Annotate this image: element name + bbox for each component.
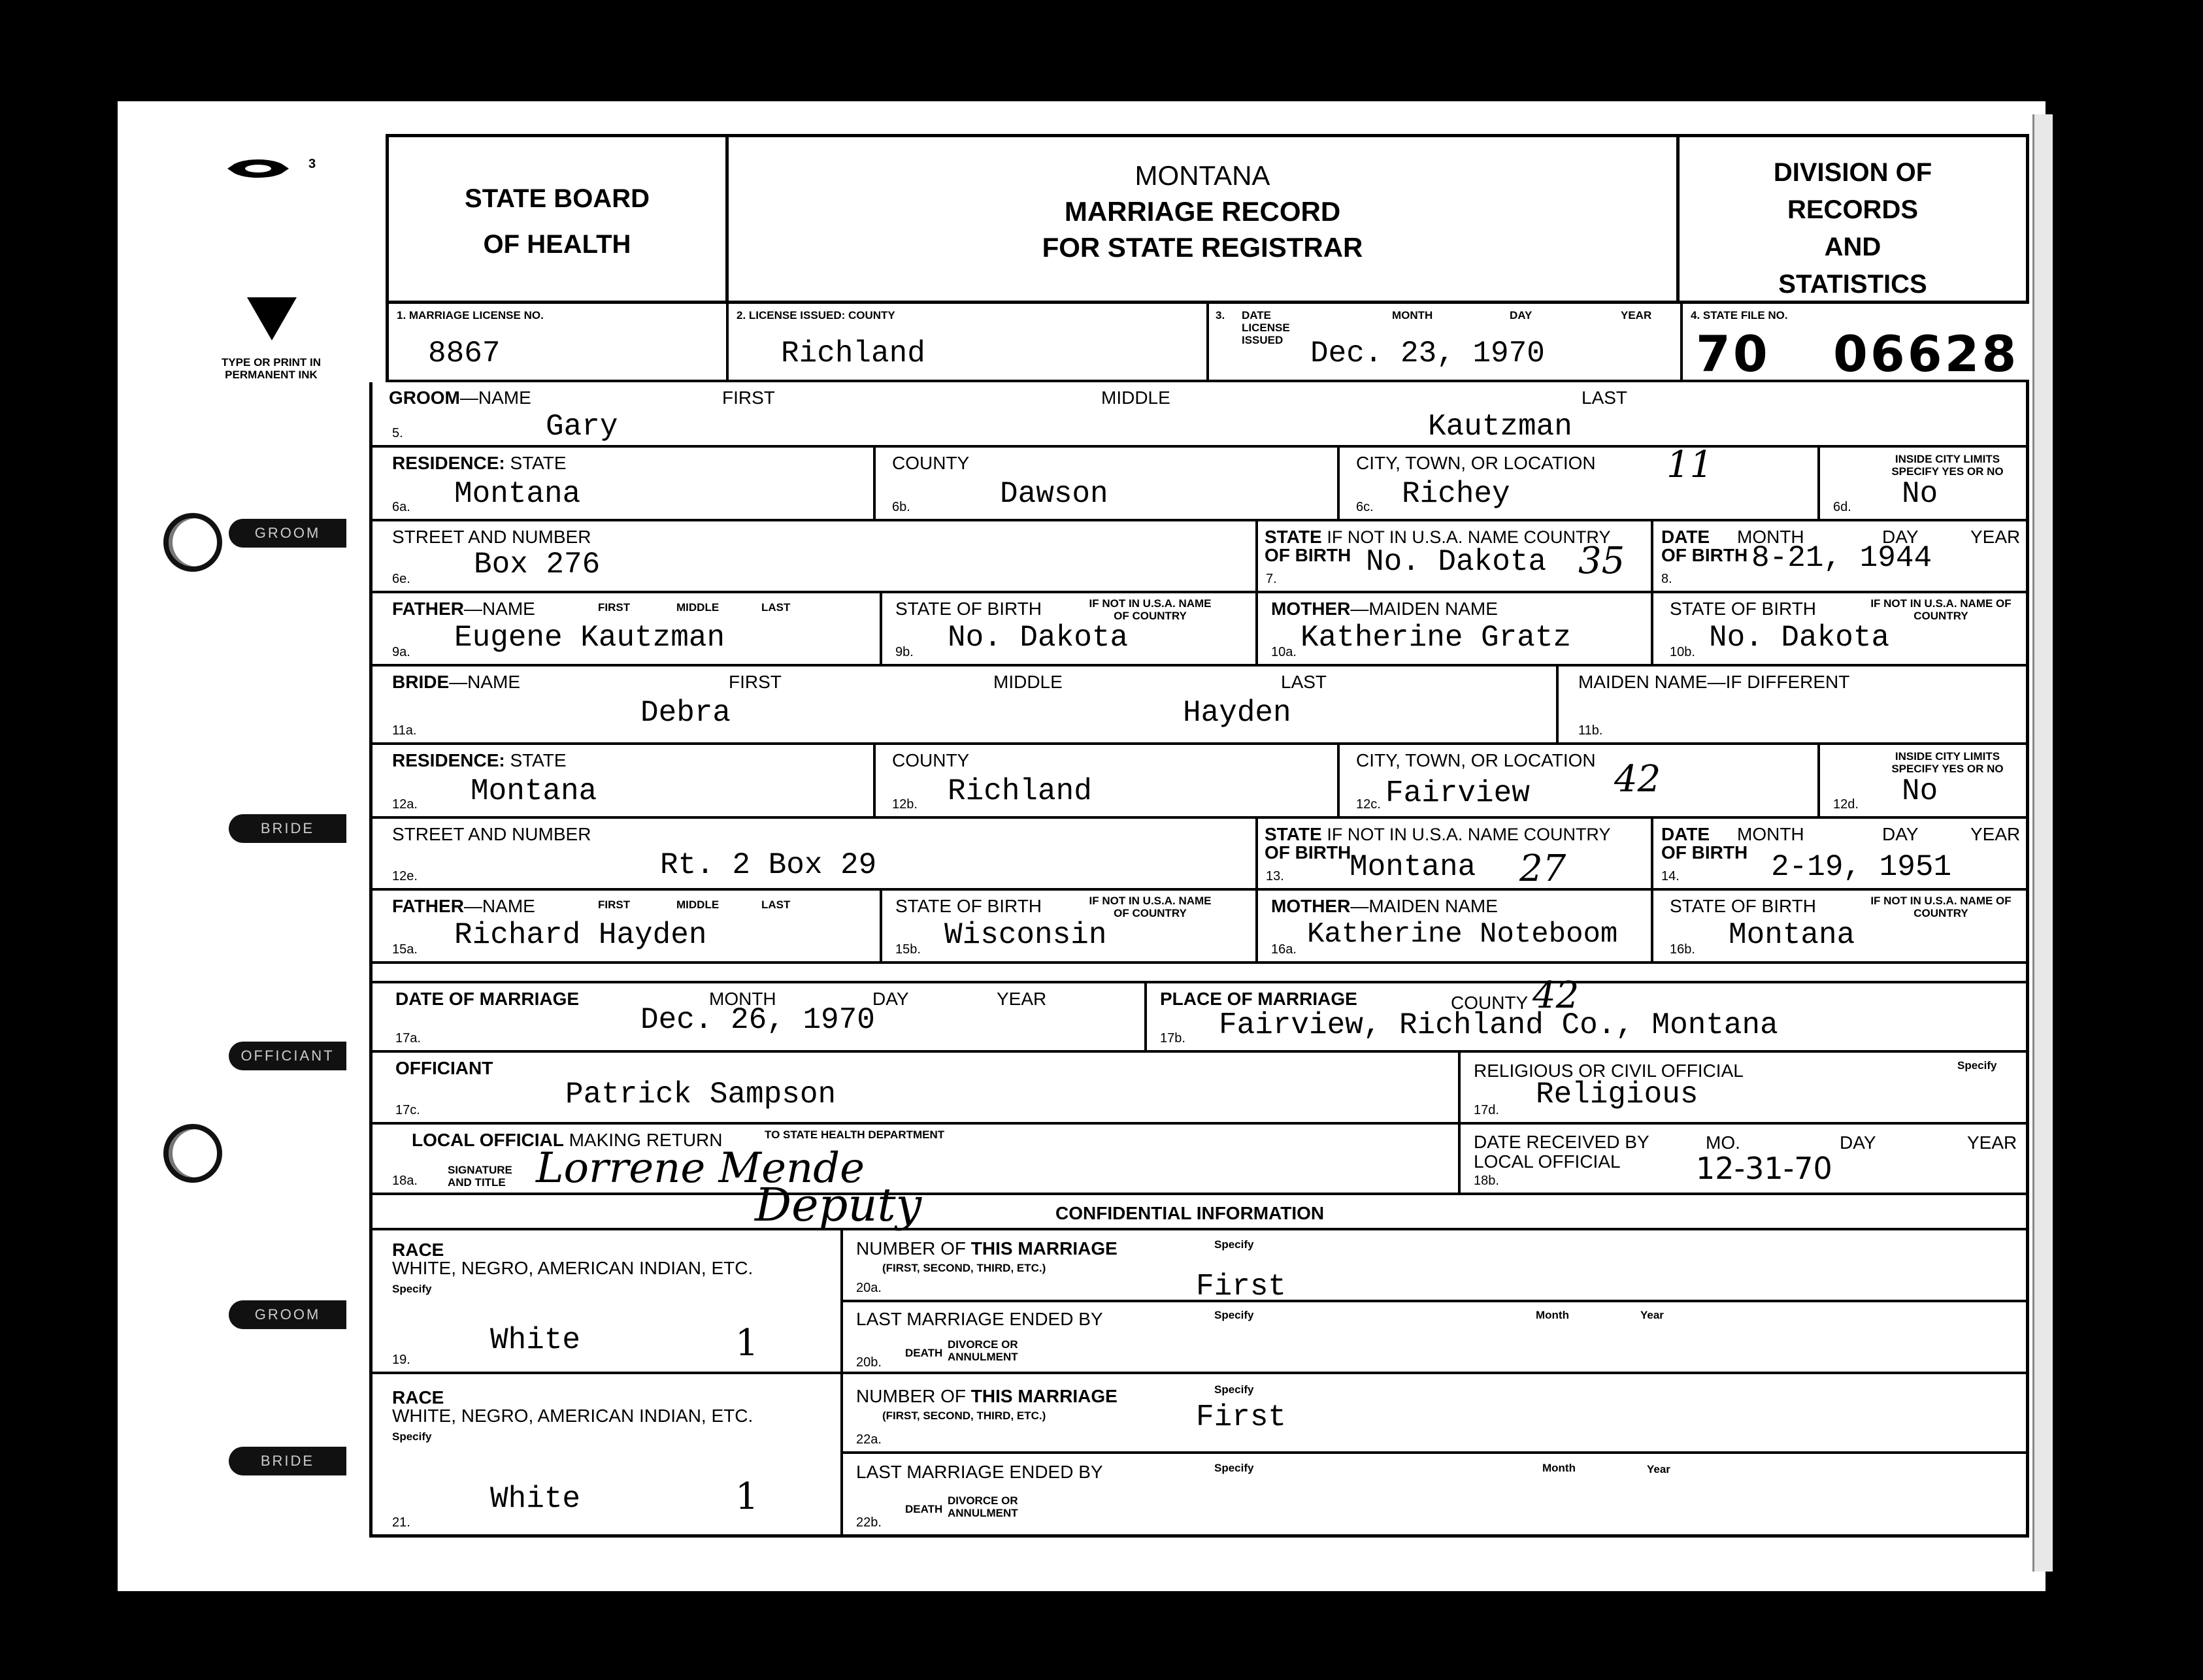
father-first-label: FIRST [598, 601, 631, 614]
groom-county-label: COUNTY [892, 453, 970, 473]
bride-name-cell [369, 667, 1559, 742]
dob-month-label: MONTH [1737, 824, 1804, 844]
bride-birth-state-code: 27 [1519, 848, 1566, 890]
mother-birth-label: STATE OF BIRTH [1670, 599, 1817, 619]
birth-state-label2: OF BIRTH [1265, 545, 1351, 565]
marriage-year-label: YEAR [997, 989, 1047, 1009]
marriage-county-code: 42 [1532, 974, 1580, 1017]
bride-county-cell [876, 745, 1340, 816]
bride-residence-state: Montana [471, 774, 597, 808]
marriage-date-cell [369, 983, 1147, 1050]
number-note: (FIRST, SECOND, THIRD, ETC.) [882, 1262, 1046, 1274]
header-center-box [725, 134, 1680, 304]
field-number: 18a. [392, 1174, 418, 1188]
mother-birth-label: STATE OF BIRTH [1670, 896, 1817, 916]
date-received-cell [1461, 1125, 2029, 1193]
bride-marriage-number: First [1196, 1400, 1287, 1434]
logo-number: 3 [308, 157, 316, 171]
tab-bride-confidential: BRIDE [229, 1447, 346, 1475]
bride-state-cell [369, 745, 876, 816]
groom-first-name: Gary [546, 410, 618, 444]
state-file-cell [1683, 304, 2032, 383]
dob-label2: OF BIRTH [1661, 842, 1748, 863]
bride-maiden-cell [1559, 667, 2029, 742]
tab-groom-confidential: GROOM [229, 1300, 346, 1329]
bride-number-cell [843, 1374, 2029, 1454]
dob-day-label: DAY [1882, 824, 1919, 844]
groom-middle-label: MIDDLE [1101, 387, 1170, 408]
bride-father-birth: Wisconsin [944, 918, 1107, 952]
specify-label: Specify [392, 1430, 432, 1443]
birth-state-label: STATE [1265, 527, 1322, 547]
month-label: Month [1542, 1462, 1576, 1474]
number-label2: THIS MARRIAGE [970, 1238, 1118, 1259]
officiant-name: Patrick Sampson [565, 1078, 836, 1112]
groom-race-cell [369, 1230, 843, 1372]
field-number: 16b. [1670, 942, 1695, 957]
dob-label: DATE [1661, 527, 1710, 547]
divorce-label: DIVORCE OR ANNULMENT [948, 1494, 1018, 1519]
birth-state-label2: OF BIRTH [1265, 842, 1351, 863]
bride-last-label: LAST [1281, 672, 1327, 692]
father-middle-label: MIDDLE [676, 601, 720, 614]
officiant-label: OFFICIANT [395, 1058, 493, 1078]
bride-first-label: FIRST [729, 672, 782, 692]
bride-county-label: COUNTY [892, 750, 970, 770]
mother-sublabel: —MAIDEN NAME [1350, 599, 1498, 619]
marriage-record-form [369, 134, 2029, 1538]
field-number: 6b. [892, 500, 910, 514]
groom-dob-cell [1653, 521, 2029, 591]
confidential-header-row [369, 1195, 2029, 1230]
local-official-label: LOCAL OFFICIAL [412, 1130, 564, 1150]
groom-residence-label: RESIDENCE: [392, 453, 505, 473]
groom-street-cell [369, 521, 1258, 591]
bride-mother-birth-cell [1653, 891, 2029, 961]
header-subtitle2: FOR STATE REGISTRAR [1042, 232, 1363, 263]
tab-bride: BRIDE [229, 814, 346, 843]
header-right-box [1680, 134, 2029, 304]
field-number: 6e. [392, 572, 410, 586]
dob-day-label: DAY [1882, 527, 1919, 547]
marriage-place-label: PLACE OF MARRIAGE [1160, 989, 1357, 1009]
bride-maiden-label: MAIDEN NAME—IF DIFFERENT [1578, 672, 1850, 692]
birth-state-label: STATE [1265, 824, 1322, 844]
groom-mother-birth: No. Dakota [1709, 621, 1890, 655]
number-note: (FIRST, SECOND, THIRD, ETC.) [882, 1409, 1046, 1422]
seal-logo-icon [222, 156, 301, 182]
ink-instruction: TYPE OR PRINT IN PERMANENT INK [221, 356, 322, 381]
religious-civil-value: Religious [1536, 1078, 1698, 1112]
groom-father-birth: No. Dakota [948, 621, 1129, 655]
bride-residence-row [369, 745, 2029, 819]
bride-street-label: STREET AND NUMBER [392, 824, 591, 844]
groom-mother-cell [1258, 593, 1653, 664]
field-number: 20b. [856, 1355, 882, 1370]
bride-inside-value: No [1902, 774, 1938, 808]
bride-birth-state-cell [1258, 819, 1653, 888]
groom-father-cell [369, 593, 882, 664]
groom-residence-county: Dawson [1000, 477, 1108, 511]
marriage-day-label: DAY [872, 989, 909, 1009]
father-label: FATHER [392, 599, 464, 619]
field-number: 6c. [1356, 500, 1374, 514]
specify-label: Specify [1214, 1238, 1254, 1251]
field-number: 6a. [392, 500, 410, 514]
groom-residence-city: Richey [1402, 477, 1510, 511]
father-birth-label: STATE OF BIRTH [895, 599, 1042, 619]
state-file-number: 06628 [1833, 325, 2019, 383]
groom-county-cell [876, 448, 1340, 519]
field-number: 22a. [856, 1432, 882, 1447]
bride-confidential-row [369, 1374, 2029, 1534]
father-last-label: LAST [761, 898, 791, 911]
bride-last-marriage-cell [843, 1454, 2029, 1534]
license-day-label: DAY [1510, 309, 1532, 321]
marriage-place-value: Fairview, Richland Co., Montana [1219, 1008, 1778, 1042]
bride-state-label: STATE [510, 750, 567, 770]
father-label: FATHER [392, 896, 464, 916]
binder-hole [163, 513, 222, 572]
groom-name-row [369, 382, 2029, 448]
groom-race-code: 1 [735, 1322, 759, 1364]
bride-middle-label: MIDDLE [993, 672, 1063, 692]
groom-city-code: 11 [1666, 444, 1714, 486]
bride-parents-row [369, 891, 2029, 964]
header-left-line2: OF HEALTH [483, 230, 631, 259]
mother-birth-note: IF NOT IN U.S.A. NAME OF COUNTRY [1870, 895, 2012, 919]
header-right-line3: AND [1824, 233, 1881, 261]
last-marriage-label: LAST MARRIAGE ENDED BY [856, 1462, 1103, 1482]
groom-residence-row [369, 444, 2029, 521]
groom-father-birth-cell [882, 593, 1258, 664]
field-number: 20a. [856, 1281, 882, 1295]
bride-street-cell [369, 819, 1258, 888]
groom-name-sublabel: —NAME [459, 387, 531, 408]
father-birth-label: STATE OF BIRTH [895, 896, 1042, 916]
groom-last-label: LAST [1582, 387, 1628, 408]
dob-label: DATE [1661, 824, 1710, 844]
field-number: 17c. [395, 1103, 420, 1117]
license-no-cell [389, 304, 729, 380]
marriage-place-cell [1147, 974, 2029, 1050]
field-number: 12b. [892, 797, 918, 812]
bride-dob: 2-19, 1951 [1771, 850, 1952, 884]
religious-civil-cell [1461, 1053, 2029, 1122]
bride-father-birth-cell [882, 891, 1258, 961]
birth-state-note: IF NOT IN U.S.A. NAME COUNTRY [1327, 527, 1611, 547]
license-county-label: 2. LICENSE ISSUED: COUNTY [737, 309, 895, 321]
header-right-line4: STATISTICS [1778, 270, 1927, 299]
father-name-sublabel: —NAME [463, 896, 535, 916]
license-no-value: 8867 [428, 337, 501, 371]
field-number: 7. [1266, 572, 1277, 586]
year-label: Year [1640, 1309, 1664, 1321]
bride-city-label: CITY, TOWN, OR LOCATION [1356, 750, 1596, 770]
groom-father-name: Eugene Kautzman [454, 621, 725, 655]
field-number: 22b. [856, 1515, 882, 1530]
field-number: 8. [1661, 572, 1672, 586]
groom-mother-birth-cell [1653, 593, 2029, 664]
bride-race-cell [369, 1374, 843, 1534]
bride-race-code: 1 [735, 1475, 759, 1518]
number-label2: THIS MARRIAGE [970, 1386, 1118, 1406]
last-marriage-label: LAST MARRIAGE ENDED BY [856, 1309, 1103, 1329]
groom-city-label: CITY, TOWN, OR LOCATION [1356, 453, 1596, 473]
license-county-value: Richland [781, 337, 925, 371]
bride-dob-cell [1653, 819, 2029, 888]
bride-street-value: Rt. 2 Box 29 [660, 848, 877, 882]
license-row [386, 304, 2029, 382]
field-number: 12e. [392, 869, 418, 883]
field-number: 13. [1266, 869, 1284, 883]
field-number: 15a. [392, 942, 418, 957]
state-file-prefix: 70 [1696, 325, 1770, 383]
header-right-line2: RECORDS [1787, 195, 1919, 224]
officiant-row [369, 1053, 2029, 1125]
bride-residence-county: Richland [948, 774, 1092, 808]
license-county-cell [729, 304, 1209, 380]
groom-first-label: FIRST [722, 387, 775, 408]
header-subtitle: MARRIAGE RECORD [1064, 196, 1341, 227]
bride-street-row [369, 819, 2029, 891]
groom-inside-cell [1820, 448, 2029, 519]
bride-father-name: Richard Hayden [454, 918, 707, 952]
groom-parents-row [369, 593, 2029, 667]
father-middle-label: MIDDLE [676, 898, 720, 911]
groom-inside-value: No [1902, 477, 1938, 511]
groom-street-label: STREET AND NUMBER [392, 527, 591, 547]
officiant-cell [369, 1053, 1461, 1122]
race-label: RACE [392, 1240, 444, 1260]
bride-city-cell [1340, 745, 1820, 816]
father-name-sublabel: —NAME [463, 599, 535, 619]
year-label: Year [1647, 1463, 1670, 1475]
groom-birth-state: No. Dakota [1366, 545, 1547, 579]
bride-inside-label: INSIDE CITY LIMITS SPECIFY YES OR NO [1891, 750, 2004, 775]
father-first-label: FIRST [598, 898, 631, 911]
local-official-signature: Lorrene Mende [536, 1144, 865, 1193]
bride-inside-cell [1820, 745, 2029, 816]
field-number: 21. [392, 1515, 410, 1530]
father-birth-note: IF NOT IN U.S.A. NAME OF COUNTRY [1089, 895, 1212, 919]
bride-name-sublabel: —NAME [449, 672, 521, 692]
race-label: RACE [392, 1387, 444, 1408]
bride-mother-cell [1258, 891, 1653, 961]
form-bottom-border [369, 1534, 2029, 1538]
groom-inside-label: INSIDE CITY LIMITS SPECIFY YES OR NO [1891, 453, 2004, 478]
to-state-label: TO STATE HEALTH DEPARTMENT [765, 1128, 945, 1141]
groom-birth-state-code: 35 [1578, 540, 1625, 582]
field-number: 9a. [392, 645, 410, 659]
license-date-label: DATE LICENSE ISSUED [1242, 309, 1290, 346]
groom-race: White [490, 1323, 581, 1357]
field-number: 18b. [1474, 1174, 1499, 1188]
date-received-label: DATE RECEIVED BY LOCAL OFFICIAL [1474, 1132, 1649, 1172]
groom-confidential-row [369, 1230, 2029, 1374]
paper-edge [2032, 114, 2053, 1572]
tab-groom: GROOM [229, 519, 346, 548]
dob-month-label: MONTH [1737, 527, 1804, 547]
field-number: 9b. [895, 645, 914, 659]
header-left-line1: STATE BOARD [465, 184, 650, 213]
bride-name-row [369, 667, 2029, 745]
received-mo-label: MO. [1706, 1132, 1740, 1153]
license-date-num: 3. [1216, 309, 1225, 321]
father-last-label: LAST [761, 601, 791, 614]
groom-city-cell [1340, 444, 1820, 519]
date-received-value: 12-31-70 [1696, 1151, 1832, 1186]
groom-state-cell [369, 448, 876, 519]
race-options-label: WHITE, NEGRO, AMERICAN INDIAN, ETC. [392, 1258, 754, 1278]
bride-residence-label: RESIDENCE: [392, 750, 505, 770]
header-title: MONTANA [1135, 160, 1270, 191]
marriage-date-value: Dec. 26, 1970 [640, 1003, 875, 1037]
field-number: 15b. [895, 942, 921, 957]
mother-label: MOTHER [1271, 896, 1351, 916]
field-number: 19. [392, 1353, 410, 1367]
number-label: NUMBER OF [856, 1386, 966, 1406]
groom-dob: 8-21, 1944 [1751, 541, 1932, 575]
bride-city-code: 42 [1614, 758, 1661, 800]
local-official-title: Deputy [755, 1178, 922, 1232]
state-file-label: 4. STATE FILE NO. [1691, 309, 1788, 321]
dob-year-label: YEAR [1970, 527, 2021, 547]
field-number: 17d. [1474, 1103, 1499, 1117]
marriage-date-row [369, 974, 2029, 1053]
received-year-label: YEAR [1967, 1132, 2017, 1153]
license-year-label: YEAR [1621, 309, 1652, 321]
dob-label2: OF BIRTH [1661, 545, 1748, 565]
down-triangle-icon [247, 297, 297, 340]
marriage-month-label: MONTH [709, 989, 776, 1009]
license-date-value: Dec. 23, 1970 [1310, 337, 1545, 371]
field-number: 12d. [1833, 797, 1859, 812]
marriage-date-label: DATE OF MARRIAGE [395, 989, 580, 1009]
groom-street-row [369, 521, 2029, 593]
header-right-line1: DIVISION OF [1773, 158, 1932, 187]
month-label: Month [1536, 1309, 1569, 1321]
groom-birth-state-cell [1258, 521, 1653, 591]
race-options-label: WHITE, NEGRO, AMERICAN INDIAN, ETC. [392, 1406, 754, 1426]
bride-first-name: Debra [640, 696, 731, 730]
license-date-cell [1209, 304, 1683, 380]
specify-label: Specify [392, 1283, 432, 1295]
groom-last-marriage-cell [843, 1302, 2029, 1374]
groom-street-value: Box 276 [474, 548, 601, 582]
religious-civil-label: RELIGIOUS OR CIVIL OFFICIAL [1474, 1061, 1744, 1081]
bride-label: BRIDE [392, 672, 450, 692]
confidential-title: CONFIDENTIAL INFORMATION [1055, 1203, 1325, 1223]
groom-marriage-number: First [1196, 1270, 1287, 1304]
tab-officiant: OFFICIANT [229, 1042, 346, 1070]
bride-mother-name: Katherine Noteboom [1307, 918, 1618, 951]
field-number: 11b. [1578, 723, 1603, 738]
groom-last-name: Kautzman [1428, 410, 1572, 444]
groom-residence-state: Montana [454, 477, 581, 511]
death-label: DEATH [905, 1347, 943, 1359]
binder-hole [163, 1124, 222, 1183]
field-number: 11a. [392, 723, 417, 738]
signature-label: SIGNATURE AND TITLE [448, 1164, 512, 1189]
father-birth-note: IF NOT IN U.S.A. NAME OF COUNTRY [1089, 597, 1212, 622]
field-number: 5. [392, 426, 403, 440]
groom-number-cell [843, 1230, 2029, 1302]
specify-label: Specify [1214, 1309, 1254, 1321]
bride-father-cell [369, 891, 882, 961]
received-day-label: DAY [1840, 1132, 1876, 1153]
license-no-label: 1. MARRIAGE LICENSE NO. [397, 309, 544, 321]
mother-label: MOTHER [1271, 599, 1351, 619]
marriage-county-label: COUNTY [1451, 993, 1529, 1013]
bride-residence-city: Fairview [1385, 776, 1530, 810]
groom-mother-name: Katherine Gratz [1300, 621, 1572, 655]
mother-birth-note: IF NOT IN U.S.A. NAME OF COUNTRY [1870, 597, 2012, 622]
field-number: 17a. [395, 1031, 421, 1046]
field-number: 10b. [1670, 645, 1695, 659]
bride-mother-birth: Montana [1729, 918, 1855, 952]
dob-year-label: YEAR [1970, 824, 2021, 844]
bride-race: White [490, 1482, 581, 1516]
field-number: 14. [1661, 869, 1680, 883]
bride-birth-state: Montana [1350, 850, 1476, 884]
field-number: 10a. [1271, 645, 1297, 659]
divorce-label: DIVORCE OR ANNULMENT [948, 1338, 1018, 1363]
field-number: 16a. [1271, 942, 1297, 957]
local-official-label2: MAKING RETURN [569, 1130, 723, 1150]
mother-sublabel: —MAIDEN NAME [1350, 896, 1498, 916]
field-number: 17b. [1160, 1031, 1185, 1046]
birth-state-note: IF NOT IN U.S.A. NAME COUNTRY [1327, 825, 1611, 844]
specify-label: Specify [1214, 1462, 1254, 1474]
number-label: NUMBER OF [856, 1238, 966, 1259]
bride-last-name: Hayden [1183, 696, 1291, 730]
groom-label: GROOM [389, 387, 460, 408]
header-left-box [386, 134, 725, 304]
specify-label: Specify [1957, 1059, 1997, 1072]
field-number: 6d. [1833, 500, 1851, 514]
death-label: DEATH [905, 1503, 943, 1515]
specify-label: Specify [1214, 1383, 1254, 1396]
field-number: 12c. [1356, 797, 1381, 812]
license-month-label: MONTH [1392, 309, 1433, 321]
groom-state-label: STATE [510, 453, 567, 473]
field-number: 12a. [392, 797, 418, 812]
